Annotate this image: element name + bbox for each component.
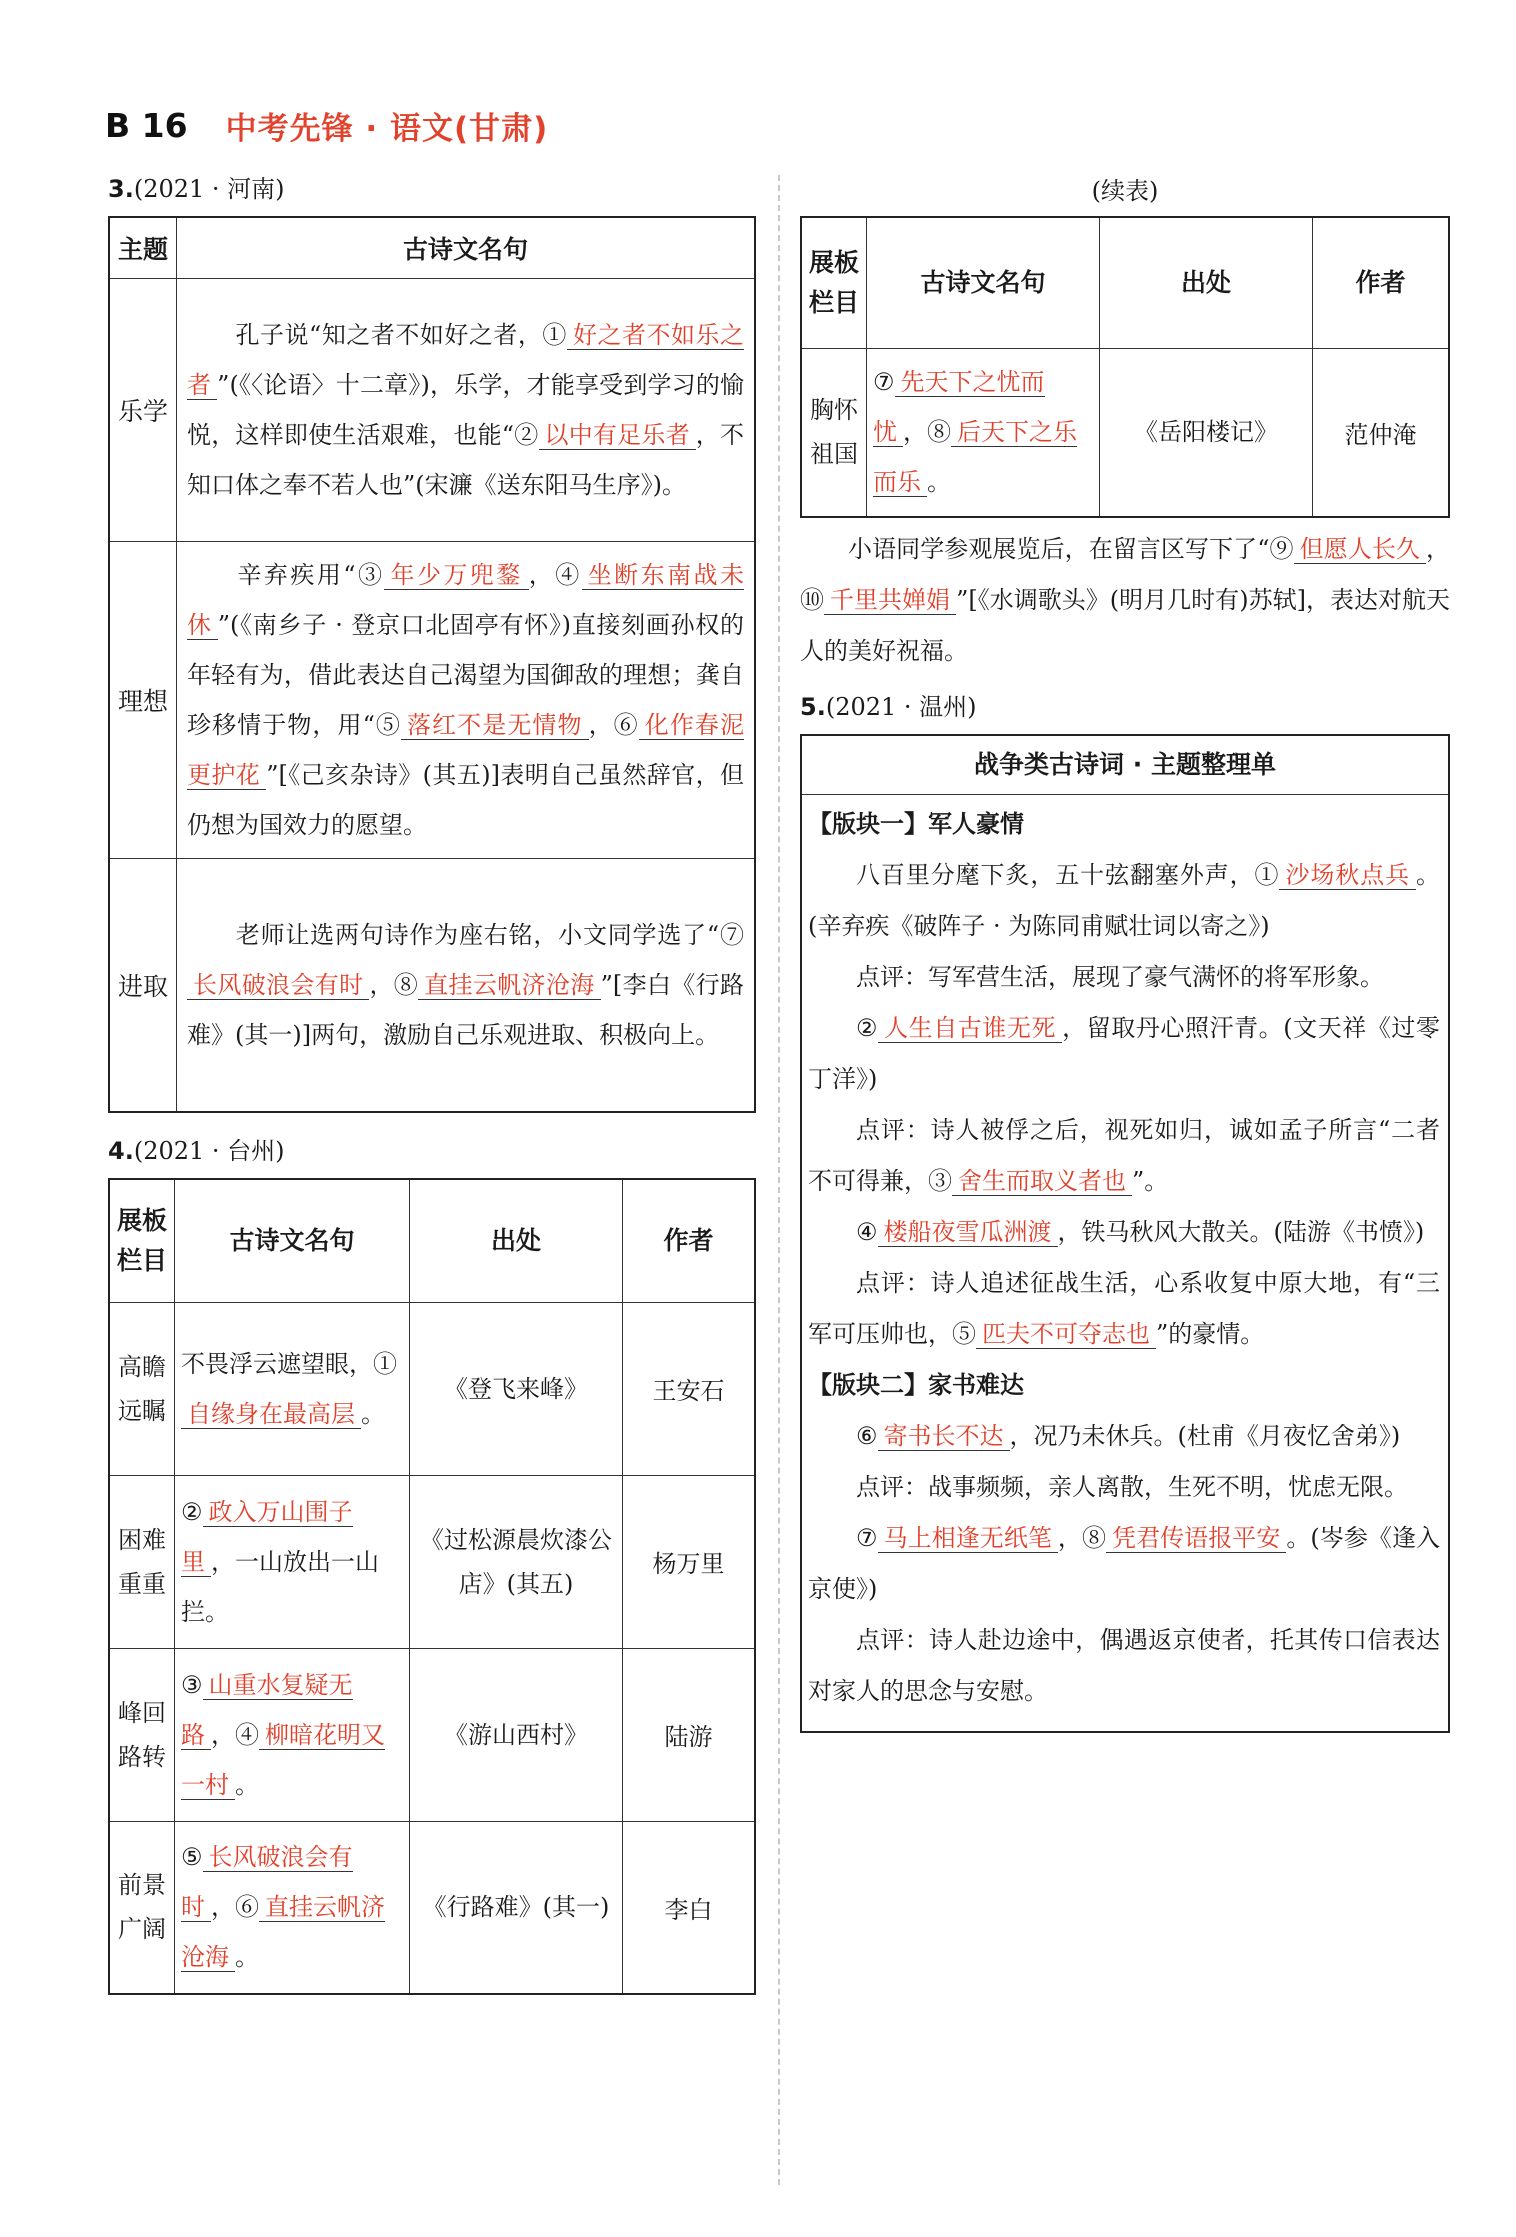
text: ”(《〈论语〉十二章》)，乐学，才能享受到学习的愉悦，这样即使生活艰难，也能“② xyxy=(187,371,744,449)
quote-cell xyxy=(177,542,756,859)
comment-paragraph: 点评：写军营生活，展现了豪气满怀的将军形象。 xyxy=(856,962,1384,991)
column-cell: 胸怀祖国 xyxy=(801,349,867,517)
question-4-label xyxy=(108,1131,756,1166)
answer-blank: 先天下之忧而忧 xyxy=(873,368,1045,447)
text: ⑥ xyxy=(856,1421,878,1450)
comment-paragraph xyxy=(808,1105,1440,1207)
author-cell: 李白 xyxy=(623,1821,756,1994)
text: 。 xyxy=(927,468,951,497)
text: ⑦ xyxy=(856,1523,878,1552)
comment-paragraph: 点评：诗人赴边途中，偶遇返京使者，托其传口信表达对家人的思念与安慰。 xyxy=(808,1625,1440,1705)
table-row xyxy=(109,1302,755,1475)
table-row xyxy=(109,859,755,1112)
table-row xyxy=(109,1648,755,1821)
header-quote: 古诗文名句 xyxy=(175,1179,410,1303)
section-heading: 【版块二】家书难达 xyxy=(808,1370,1024,1399)
text: ，⑧ xyxy=(903,418,951,447)
text: 不畏浮云遮望眼，① xyxy=(181,1349,397,1378)
right-column xyxy=(800,165,1450,1733)
text: ”的豪情。 xyxy=(1156,1319,1265,1348)
answer-blank: 年少万兜鍪 xyxy=(384,561,528,590)
answer-blank: 柳暗花明又一村 xyxy=(181,1720,385,1799)
quote-cell xyxy=(177,859,756,1112)
header-author: 作者 xyxy=(1313,217,1450,349)
question-number: 3. xyxy=(108,175,134,203)
table-header-row xyxy=(801,217,1449,349)
question-source: (2021 · 温州) xyxy=(825,692,977,721)
answer-blank: 匹夫不可夺志也 xyxy=(976,1320,1156,1349)
answer-blank: 落红不是无情物 xyxy=(401,711,589,740)
header-column: 展板栏目 xyxy=(109,1179,175,1303)
text: 。 xyxy=(235,1943,259,1972)
text: ，⑧ xyxy=(1057,1523,1107,1552)
column-cell: 前景广阔 xyxy=(109,1821,175,1994)
author-cell: 陆游 xyxy=(623,1648,756,1821)
answer-blank: 政入万山围子里 xyxy=(181,1497,353,1576)
continued-label: (续表) xyxy=(1091,177,1159,205)
answer-blank: 沙场秋点兵 xyxy=(1279,861,1416,890)
header-author: 作者 xyxy=(623,1179,756,1303)
answer-blank: 以中有足乐者 xyxy=(539,421,696,450)
answer-blank: 坐断东南战未休 xyxy=(187,561,744,639)
text: ”[《水调歌头》(明月几时有)苏轼]，表达对航天人的美好祝福。 xyxy=(800,585,1451,665)
text: 八百里分麾下炙，五十弦翻塞外声，① xyxy=(856,860,1280,889)
text: ，不知口体之奉不若人也”(宋濂《送东阳马生序》)。 xyxy=(187,421,745,499)
column-cell: 高瞻远瞩 xyxy=(109,1302,175,1475)
text: 。(辛弃疾《破阵子 · 为陈同甫赋壮词以寄之》) xyxy=(808,860,1441,940)
column-cell: 峰回路转 xyxy=(109,1648,175,1821)
section-heading: 【版块一】军人豪情 xyxy=(808,809,1024,838)
q5-title: 战争类古诗词 · 主题整理单 xyxy=(802,736,1448,795)
author-cell: 杨万里 xyxy=(623,1475,756,1648)
answer-blank: 后天下之乐而乐 xyxy=(873,418,1077,497)
question-number: 5. xyxy=(800,692,826,721)
text: 点评：诗人被俘之后，视死如归，诚如孟子所言“二者不可得兼，③ xyxy=(808,1115,1440,1195)
q4-table xyxy=(108,1178,756,1996)
quote-cell xyxy=(175,1821,410,1994)
topic-cell: 理想 xyxy=(109,542,177,859)
header-source: 出处 xyxy=(1100,217,1313,349)
answer-blank: 长风破浪会有时 xyxy=(187,971,369,1000)
q4-table-continued xyxy=(800,216,1450,518)
question-number: 4. xyxy=(108,1136,134,1165)
text: ，⑥ xyxy=(211,1893,259,1922)
quote-cell xyxy=(867,349,1100,517)
text: ⑤ xyxy=(181,1843,203,1872)
text: 小语同学参观展览后，在留言区写下了“⑨ xyxy=(848,534,1294,563)
quote-cell xyxy=(175,1475,410,1648)
answer-blank: 但愿人长久 xyxy=(1294,535,1426,564)
header-source: 出处 xyxy=(410,1179,623,1303)
poem-paragraph xyxy=(808,1003,1440,1105)
text: 老师让选两句诗作为座右铭，小文同学选了“⑦ xyxy=(235,920,744,949)
poem-paragraph xyxy=(808,1207,1440,1258)
answer-blank: 寄书长不达 xyxy=(878,1422,1010,1451)
text: ，⑥ xyxy=(588,711,639,739)
author-cell: 范仲淹 xyxy=(1313,349,1450,517)
answer-blank: 化作春泥更护花 xyxy=(187,711,745,789)
text: ，铁马秋风大散关。(陆游《书愤》) xyxy=(1057,1217,1425,1246)
table-row xyxy=(109,279,755,542)
answer-blank: 长风破浪会有时 xyxy=(181,1843,353,1922)
source-cell: 《登飞来峰》 xyxy=(410,1302,623,1475)
q4-after-paragraph xyxy=(800,524,1450,677)
source-cell: 《行路难》(其一) xyxy=(410,1821,623,1994)
question-3-label xyxy=(108,169,756,204)
text: ，⑧ xyxy=(369,970,419,999)
text: ② xyxy=(181,1497,203,1526)
table-header-row xyxy=(109,217,755,279)
header-topic: 主题 xyxy=(109,217,177,279)
text: ”[李白《行路难》(其一)]两句，激励自己乐观进取、积极向上。 xyxy=(187,970,744,1049)
text: ⑦ xyxy=(873,368,895,397)
poem-paragraph xyxy=(808,1513,1440,1615)
text: 。(岑参《逢入京使》) xyxy=(808,1523,1441,1603)
quote-cell xyxy=(177,279,756,542)
page-number: B 16 xyxy=(105,105,188,145)
left-column xyxy=(108,165,756,1995)
quote-cell xyxy=(175,1302,410,1475)
column-divider xyxy=(778,175,780,2185)
header-column: 展板栏目 xyxy=(801,217,867,349)
q5-content xyxy=(802,795,1448,1731)
text: 点评：诗人追述征战生活，心系收复中原大地，有“三军可压帅也，⑤ xyxy=(808,1268,1440,1348)
text: 孔子说“知之者不如好之者，① xyxy=(235,321,567,349)
book-title: 中考先锋 · 语文(甘肃) xyxy=(225,110,549,147)
text: ，况乃未休兵。(杜甫《月夜忆舍弟》) xyxy=(1009,1421,1401,1450)
topic-cell: 乐学 xyxy=(109,279,177,542)
quote-cell xyxy=(175,1648,410,1821)
text: ④ xyxy=(856,1217,878,1246)
table-row xyxy=(801,349,1449,517)
text: 。 xyxy=(361,1399,385,1428)
answer-blank: 好之者不如乐之者 xyxy=(187,321,744,399)
question-5-label xyxy=(800,687,1450,722)
text: ② xyxy=(856,1013,879,1042)
answer-blank: 山重水复疑无路 xyxy=(181,1670,353,1749)
column-cell: 困难重重 xyxy=(109,1475,175,1648)
source-cell: 《岳阳楼记》 xyxy=(1100,349,1313,517)
text: ，④ xyxy=(211,1720,259,1749)
text: 。 xyxy=(235,1770,259,1799)
header-quote: 古诗文名句 xyxy=(177,217,756,279)
table-row xyxy=(109,1821,755,1994)
text: ，⑩ xyxy=(800,534,1450,614)
text: ③ xyxy=(181,1670,203,1699)
answer-blank: 自缘身在最高层 xyxy=(181,1400,361,1429)
topic-cell: 进取 xyxy=(109,859,177,1112)
answer-blank: 直挂云帆济沧海 xyxy=(181,1893,385,1972)
source-cell: 《游山西村》 xyxy=(410,1648,623,1821)
answer-blank: 凭君传语报平安 xyxy=(1106,1524,1286,1553)
answer-blank: 楼船夜雪瓜洲渡 xyxy=(878,1218,1058,1247)
comment-paragraph: 点评：战事频频，亲人离散，生死不明，忧虑无限。 xyxy=(856,1472,1408,1501)
text: 辛弃疾用“③ xyxy=(235,561,385,589)
source-cell: 《过松源晨炊漆公店》(其五) xyxy=(410,1475,623,1648)
text: ”。 xyxy=(1132,1166,1169,1195)
answer-blank: 人生自古谁无死 xyxy=(878,1014,1062,1043)
header-quote: 古诗文名句 xyxy=(867,217,1100,349)
text: ”(《南乡子 · 登京口北固亭有怀》)直接刻画孙权的年轻有为，借此表达自己渴望为国御敌的理想；龚自珍移情于物，用“⑤ xyxy=(187,611,744,739)
poem-paragraph xyxy=(808,1411,1440,1462)
text: ”[《己亥杂诗》(其五)]表明自己虽然辞官，但仍想为国效力的愿望。 xyxy=(187,761,744,839)
poem-paragraph xyxy=(808,850,1440,952)
text: ，留取丹心照汗青。(文天祥《过零丁洋》) xyxy=(808,1013,1441,1093)
answer-blank: 马上相逢无纸笔 xyxy=(878,1524,1058,1553)
answer-blank: 直挂云帆济沧海 xyxy=(418,971,600,1000)
author-cell: 王安石 xyxy=(623,1302,756,1475)
question-source: (2021 · 河南) xyxy=(133,175,285,203)
table-header-row xyxy=(109,1179,755,1303)
q5-box xyxy=(800,734,1450,1733)
table-row xyxy=(109,542,755,859)
comment-paragraph xyxy=(808,1258,1440,1360)
q3-table xyxy=(108,216,756,1113)
text: ，④ xyxy=(528,561,582,589)
table-row xyxy=(109,1475,755,1648)
page-header xyxy=(105,100,548,150)
question-source: (2021 · 台州) xyxy=(133,1136,285,1165)
text: ，一山放出一山拦。 xyxy=(181,1547,379,1626)
answer-blank: 千里共婵娟 xyxy=(824,586,956,615)
answer-blank: 舍生而取义者也 xyxy=(952,1167,1132,1196)
